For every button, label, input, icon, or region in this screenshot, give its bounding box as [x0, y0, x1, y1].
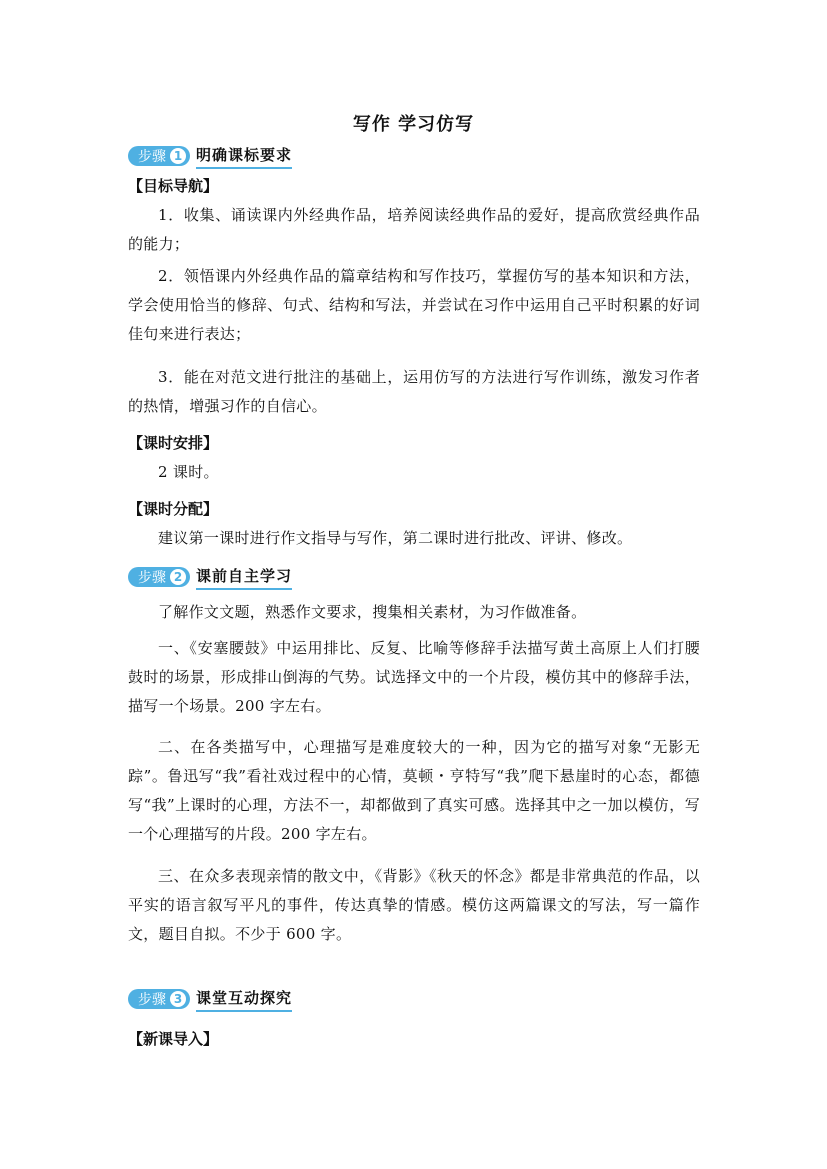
heading-schedule: 【课时安排】 — [128, 434, 219, 452]
goal-item: 2．领悟课内外经典作品的篇章结构和写作技巧，掌握仿写的基本知识和方法，学会使用恰当的修辞、句式、结构和写法，并尝试在习作中运用自己平时积累的好词佳句来进行表达； — [128, 267, 700, 343]
step-label: 课堂互动探究 — [196, 987, 292, 1012]
prestudy-paragraph: 二、在各类描写中，心理描写是难度较大的一种，因为它的描写对象“无影无踪”。鲁迅写“我”看社戏过程中的心情，莫顿・亨特写“我”爬下悬崖时的心态，都德写“我”上课时的心理，方法不一，却都做到了真实可感。选择其中之一加以模仿，写一个心理描写的片段。200 字左右。 — [128, 738, 700, 843]
goal-item: 1．收集、诵读课内外经典作品，培养阅读经典作品的爱好，提高欣赏经典作品的能力； — [128, 206, 700, 253]
goal-item: 3．能在对范文进行批注的基础上，运用仿写的方法进行写作训练，激发习作者的热情，增强习作的自信心。 — [128, 368, 700, 415]
step-number: 1 — [170, 148, 186, 164]
allocation-text: 建议第一课时进行作文指导与写作，第二课时进行批改、评讲、修改。 — [158, 529, 633, 547]
prestudy-paragraph: 一、《安塞腰鼓》中运用排比、反复、比喻等修辞手法描写黄土高原上人们打腰鼓时的场景，形成排山倒海的气势。试选择文中的一个片段，模仿其中的修辞手法，描写一个场景。200 字左右。 — [128, 639, 700, 715]
step-badge: 步骤 1 — [128, 146, 190, 166]
step-badge: 步骤 2 — [128, 567, 190, 587]
step-2-banner — [128, 564, 292, 590]
step-label: 明确课标要求 — [196, 144, 292, 169]
heading-allocation: 【课时分配】 — [128, 500, 219, 518]
step-1-banner — [128, 143, 292, 169]
step-label: 课前自主学习 — [196, 565, 292, 590]
step-badge: 步骤 3 — [128, 989, 190, 1009]
step-number: 3 — [170, 991, 186, 1007]
prestudy-paragraph: 了解作文文题，熟悉作文要求，搜集相关素材，为习作做准备。 — [158, 603, 587, 621]
step-3-banner — [128, 986, 292, 1012]
prestudy-paragraph: 三、在众多表现亲情的散文中，《背影》《秋天的怀念》都是非常典范的作品，以平实的语言叙写平凡的事件，传达真挚的情感。模仿这两篇课文的写法，写一篇作文，题目自拟。不少于 600 字。 — [128, 867, 700, 943]
page-title: 写作 学习仿写 — [352, 114, 475, 135]
step-number: 2 — [170, 569, 186, 585]
schedule-text: 2 课时。 — [158, 463, 219, 481]
heading-intro: 【新课导入】 — [128, 1030, 219, 1048]
heading-goals: 【目标导航】 — [128, 177, 219, 195]
